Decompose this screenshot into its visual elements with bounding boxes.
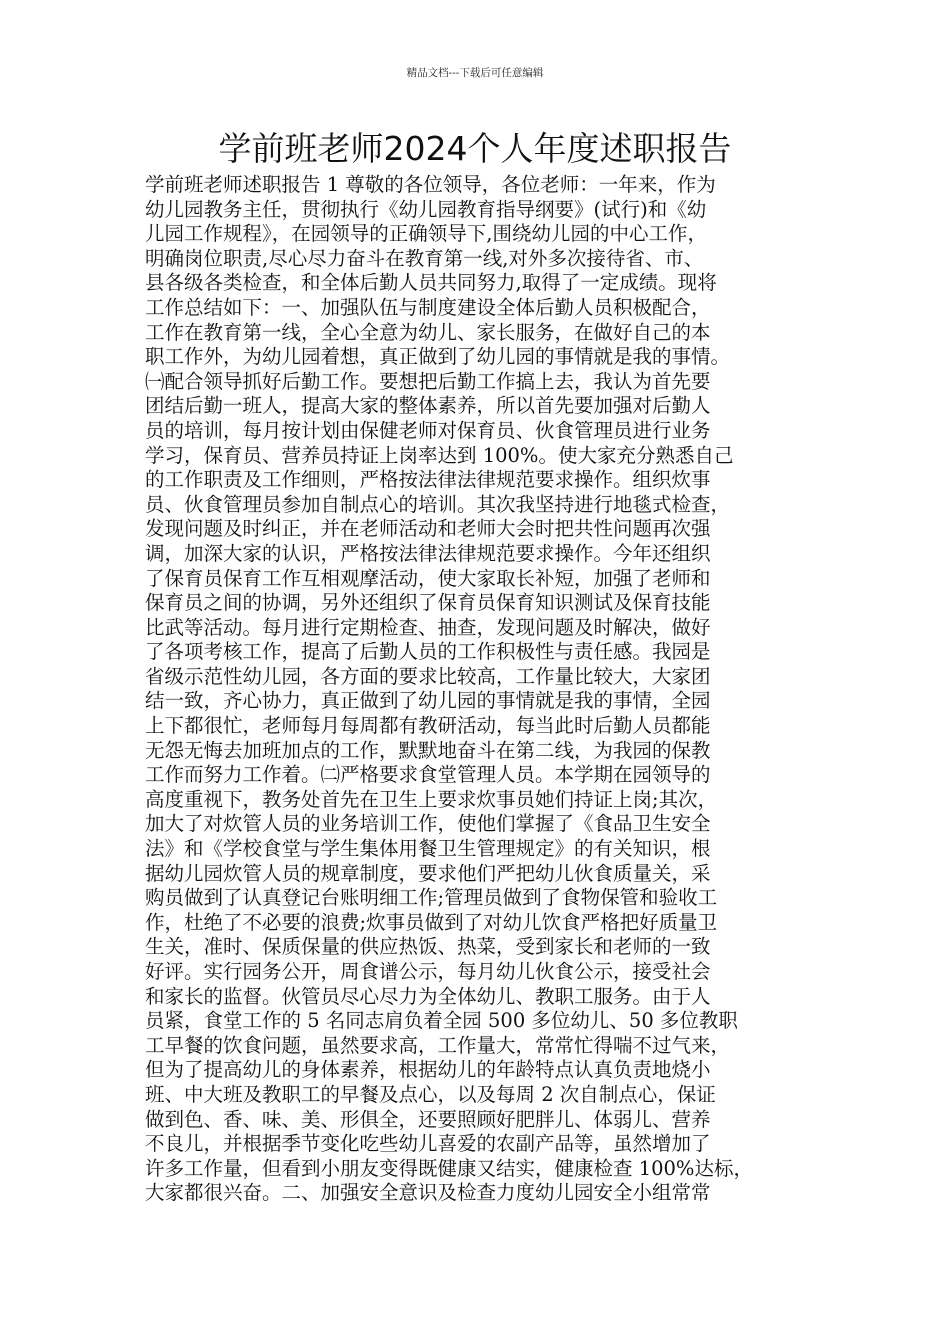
- body-text-line: 据幼儿园炊管人员的规章制度，要求他们严把幼儿伙食质量关，采: [145, 861, 711, 885]
- body-text-line: 好评。实行园务公开，周食谱公示，每月幼儿伙食公示，接受社会: [145, 960, 711, 983]
- page-header-note: 精品文档---下载后可任意编辑: [406, 67, 544, 79]
- body-text-line: 高度重视下，教务处首先在卫生上要求炊事员她们持证上岗;其次，: [145, 787, 718, 811]
- body-text-line: 做到色、香、味、美、形俱全，还要照顾好肥胖儿、体弱儿、营养: [145, 1107, 711, 1131]
- body-text-line: 无怨无悔去加班加点的工作，默默地奋斗在第二线，为我园的保教: [145, 738, 711, 762]
- body-text-line: 明确岗位职责,尽心尽力奋斗在教育第一线,对外多次接待省、市、: [145, 246, 704, 270]
- body-text-line: 大家都很兴奋。二、加强安全意识及检查力度幼儿园安全小组常常: [145, 1181, 711, 1205]
- body-text-line: 许多工作量，但看到小朋友变得既健康又结实，健康检查 100%达标，: [145, 1156, 753, 1180]
- body-text-line: ㈠配合领导抓好后勤工作。要想把后勤工作搞上去，我认为首先要: [145, 369, 711, 393]
- body-text-line: 发现问题及时纠正，并在老师活动和老师大会时把共性问题再次强: [145, 517, 711, 541]
- body-text-line: 保育员之间的协调，另外还组织了保育员保育知识测试及保育技能: [145, 591, 711, 615]
- body-text-line: 团结后勤一班人，提高大家的整体素养，所以首先要加强对后勤人: [145, 394, 711, 418]
- document-body: [145, 173, 825, 1206]
- body-text-line: 省级示范性幼儿园，各方面的要求比较高，工作量比较大，大家团: [145, 664, 711, 688]
- body-text-line: 员紧，食堂工作的 5 名同志肩负着全园 500 多位幼儿、50 多位教职: [145, 1009, 738, 1033]
- body-text-line: 结一致，齐心协力，真正做到了幼儿园的事情就是我的事情，全园: [145, 689, 711, 713]
- body-text-line: 工早餐的饮食问题，虽然要求高，工作量大，常常忙得喘不过气来，: [145, 1033, 731, 1057]
- document-title: 学前班老师2024个人年度述职报告: [218, 129, 732, 168]
- body-text-line: 了保育员保育工作互相观摩活动，使大家取长补短，加强了老师和: [145, 566, 711, 590]
- body-text-line: 购员做到了认真登记台账明细工作;管理员做到了食物保管和验收工: [145, 886, 718, 910]
- body-text-line: 和家长的监督。伙管员尽心尽力为全体幼儿、教职工服务。由于人: [145, 984, 711, 1008]
- body-text-line: 儿园工作规程》，在园领导的正确领导下,围绕幼儿园的中心工作，: [145, 222, 707, 246]
- body-text-line: 员的培训，每月按计划由保健老师对保育员、伙食管理员进行业务: [145, 418, 711, 442]
- body-text-line: 法》和《学校食堂与学生集体用餐卫生管理规定》的有关知识，根: [145, 837, 711, 861]
- body-text-line: 上下都很忙，老师每月每周都有教研活动，每当此时后勤人员都能: [145, 714, 711, 738]
- body-text-line: 加大了对炊管人员的业务培训工作，使他们掌握了《食品卫生安全: [145, 812, 711, 836]
- body-text-line: 学前班老师述职报告 1 尊敬的各位领导，各位老师：一年来，作为: [145, 173, 716, 196]
- body-text-line: 的工作职责及工作细则，严格按法律法律规范要求操作。组织炊事: [145, 468, 711, 492]
- body-text-line: 幼儿园教务主任，贯彻执行《幼儿园教育指导纲要》(试行)和《幼: [145, 197, 707, 221]
- body-text-line: 但为了提高幼儿的身体素养，根据幼儿的年龄特点认真负责地烧小: [145, 1058, 711, 1082]
- body-text-line: 比武等活动。每月进行定期检查、抽查，发现问题及时解决，做好: [145, 615, 711, 639]
- body-text-line: 生关，准时、保质保量的供应热饭、热菜，受到家长和老师的一致: [145, 935, 711, 959]
- body-text-line: 工作而努力工作着。㈡严格要求食堂管理人员。本学期在园领导的: [145, 763, 711, 787]
- body-text-line: 员、伙食管理员参加自制点心的培训。其次我坚持进行地毯式检查，: [145, 492, 731, 516]
- body-text-line: 作，杜绝了不必要的浪费;炊事员做到了对幼儿饮食严格把好质量卫: [145, 910, 718, 934]
- body-text-line: 了各项考核工作，提高了后勤人员的工作积极性与责任感。我园是: [145, 640, 711, 664]
- body-text-line: 调，加深大家的认识，严格按法律法律规范要求操作。今年还组织: [145, 541, 711, 565]
- body-text-line: 职工作外，为幼儿园着想，真正做到了幼儿园的事情就是我的事情。: [145, 345, 731, 369]
- body-text-line: 不良儿，并根据季节变化吃些幼儿喜爱的农副产品等，虽然增加了: [145, 1132, 711, 1156]
- body-text-line: 工作在教育第一线，全心全意为幼儿、家长服务，在做好自己的本: [145, 320, 711, 344]
- body-text-line: 县各级各类检查，和全体后勤人员共同努力,取得了一定成绩。现将: [145, 271, 717, 295]
- body-text-line: 工作总结如下：一、加强队伍与制度建设全体后勤人员积极配合，: [145, 295, 711, 319]
- body-text-line: 班、中大班及教职工的早餐及点心，以及每周 2 次自制点心，保证: [145, 1082, 716, 1106]
- body-text-line: 学习，保育员、营养员持证上岗率达到 100%。使大家充分熟悉自己: [145, 443, 734, 467]
